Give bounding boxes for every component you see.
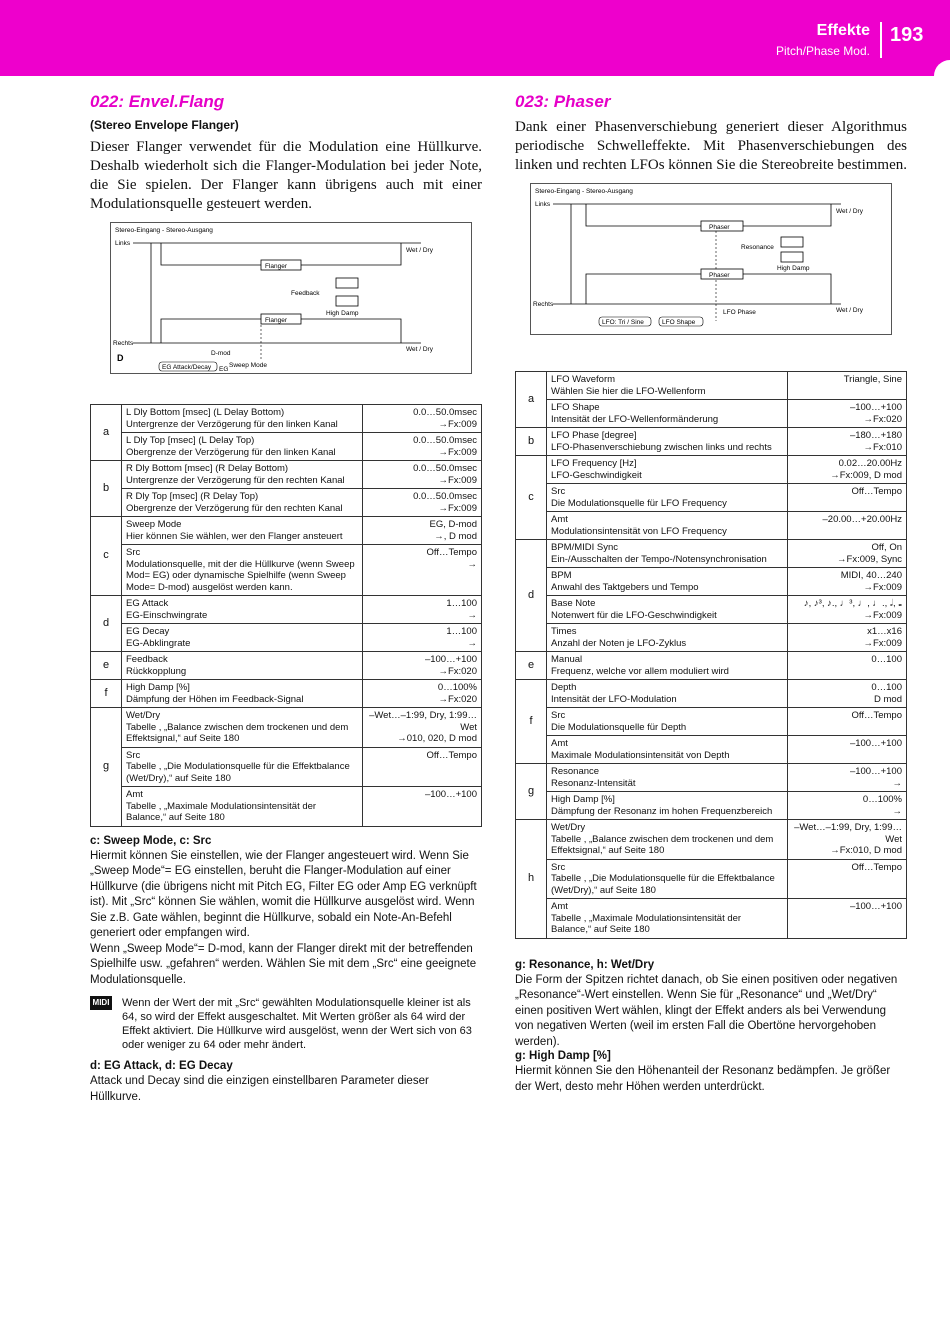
- param-value-cell: [363, 489, 482, 517]
- group-key: e: [91, 652, 122, 680]
- table-row: [516, 428, 907, 456]
- right-title: 023: Phaser: [515, 92, 611, 111]
- midi-text: Wenn der Wert der mit „Src“ gewählten Modulationsquelle kleiner ist als 64, so wird der Effekt ausgeschaltet. Mit Werten größer als 64 wird der Effekt aktiviert. Die Hüllkurve wird ausgelöst, wenn der Wert sich von 63 oder weniger zu 64 oder mehr ändert.: [122, 997, 472, 1051]
- param-cell: [122, 517, 363, 545]
- param-range: 0…100: [871, 654, 902, 665]
- diagram-sweep: Sweep Mode: [229, 362, 267, 369]
- param-name: Src: [126, 547, 141, 558]
- table-row: [516, 540, 907, 568]
- phaser-resonance: Resonance: [741, 244, 774, 251]
- left-column: [90, 92, 482, 1105]
- param-range: MIDI, 40…240: [840, 570, 902, 581]
- table-row: [516, 792, 907, 820]
- diagram-eg-ad: EG Attack/Decay: [162, 364, 212, 371]
- param-value-cell: [363, 708, 482, 748]
- param-ref: →Fx:009, Sync: [837, 553, 902, 565]
- left-body2-p: Attack und Decay sind die einzigen einstellbaren Parameter dieser Hüllkurve.: [90, 1075, 429, 1103]
- table-row: [91, 596, 482, 624]
- group-key: b: [91, 461, 122, 517]
- param-value-cell: [788, 820, 907, 860]
- param-cell: [547, 859, 788, 899]
- header-corner: [934, 60, 950, 76]
- param-name: Manual: [551, 654, 583, 665]
- phaser-highdamp: High Damp: [777, 265, 810, 272]
- param-cell: [547, 512, 788, 540]
- diagram-flanger1: Flanger: [265, 263, 288, 270]
- param-desc: Tabelle , „Maximale Modulationsintensität der Balance,“ auf Seite 180: [551, 912, 742, 935]
- table-row: [516, 624, 907, 652]
- table-row: [516, 764, 907, 792]
- param-value-cell: [363, 461, 482, 489]
- group-key: d: [516, 540, 547, 652]
- param-value-cell: [788, 400, 907, 428]
- param-range: EG, D-mod: [429, 519, 477, 530]
- param-range: –100…+100: [849, 738, 902, 749]
- param-name: Amt: [551, 901, 568, 912]
- group-key: a: [91, 405, 122, 461]
- param-cell: [547, 540, 788, 568]
- param-cell: [122, 461, 363, 489]
- page-number: 193: [890, 24, 924, 46]
- param-ref: →Fx:009, D mod: [830, 469, 902, 481]
- param-desc: Resonanz-Intensität: [551, 777, 636, 789]
- param-value-cell: [788, 680, 907, 708]
- table-row: [516, 568, 907, 596]
- param-desc: Obergrenze der Verzögerung für den rechten Kanal: [126, 502, 343, 514]
- param-cell: [547, 764, 788, 792]
- group-key: h: [516, 820, 547, 939]
- param-name: Amt: [551, 738, 568, 749]
- param-name: Src: [551, 486, 566, 497]
- param-ref: →010, 020, D mod: [397, 733, 477, 744]
- param-name: High Damp [%]: [126, 682, 190, 693]
- param-range: –Wet…–1:99, Dry, 1:99…Wet: [369, 710, 477, 733]
- param-desc: Die Modulationsquelle für LFO Frequency: [551, 497, 727, 509]
- param-ref: D mod: [874, 693, 902, 705]
- param-ref: →Fx:009: [438, 474, 477, 486]
- param-cell: [547, 428, 788, 456]
- phaser-right-label: Rechts: [533, 301, 554, 308]
- param-range: 0.0…50.0msec: [413, 407, 477, 418]
- param-range: 0.0…50.0msec: [413, 463, 477, 474]
- param-desc: Hier können Sie wählen, wer den Flanger ansteuert: [126, 530, 343, 542]
- param-range: –100…+100: [849, 766, 902, 777]
- dmod-icon: D: [117, 353, 124, 363]
- phaser-wetdry1: Wet / Dry: [836, 208, 863, 215]
- phaser-box1: Phaser: [709, 224, 730, 231]
- table-row: [91, 433, 482, 461]
- param-cell: [122, 747, 363, 787]
- param-value-cell: [363, 517, 482, 545]
- param-value-cell: [788, 372, 907, 400]
- group-key: c: [516, 456, 547, 540]
- phaser-lfophase: LFO Phase: [723, 309, 756, 316]
- param-range: Off…Tempo: [851, 710, 902, 721]
- param-value-cell: [788, 764, 907, 792]
- param-name: L Dly Bottom [msec] (L Delay Bottom): [126, 407, 285, 418]
- diagram-wetdry2: Wet / Dry: [406, 346, 433, 353]
- param-name: R Dly Top [msec] (R Delay Top): [126, 491, 259, 502]
- param-ref: →: [892, 805, 902, 817]
- param-ref: →: [467, 637, 477, 649]
- param-cell: [547, 899, 788, 939]
- param-value-cell: [788, 512, 907, 540]
- phaser-io-label: Stereo-Eingang - Stereo-Ausgang: [535, 188, 633, 195]
- param-range: Triangle, Sine: [843, 374, 902, 385]
- param-name: EG Attack: [126, 598, 169, 609]
- param-ref: →, D mod: [434, 530, 477, 542]
- param-value-cell: [363, 405, 482, 433]
- table-row: [516, 708, 907, 736]
- param-desc: Maximale Modulationsintensität von Depth: [551, 749, 730, 761]
- table-row: [516, 680, 907, 708]
- param-desc: Obergrenze der Verzögerung für den linken Kanal: [126, 446, 336, 458]
- param-cell: [122, 596, 363, 624]
- param-value-cell: [788, 484, 907, 512]
- table-row: [91, 517, 482, 545]
- param-name: Wet/Dry: [551, 822, 586, 833]
- table-row: [516, 512, 907, 540]
- param-name: LFO Waveform: [551, 374, 616, 385]
- table-row: [516, 736, 907, 764]
- param-cell: [547, 596, 788, 624]
- header-section: Effekte: [816, 22, 870, 39]
- group-key: g: [516, 764, 547, 820]
- param-name: Feedback: [126, 654, 168, 665]
- param-cell: [547, 568, 788, 596]
- param-desc: Modulationsquelle, mit der die Hüllkurve (wenn Sweep Mod= EG) oder dynamische Spielhilfe (wenn Sweep Mode= D-mod) ausgelöst werden kann.: [126, 558, 355, 593]
- param-ref: →: [892, 777, 902, 789]
- param-cell: [547, 624, 788, 652]
- diagram-highdamp: High Damp: [326, 310, 359, 317]
- param-range: Off, On: [871, 542, 902, 553]
- param-ref: →Fx:009: [863, 609, 902, 621]
- param-desc: Tabelle , „Die Modulationsquelle für die Effektbalance (Wet/Dry),“ auf Seite 180: [126, 761, 350, 784]
- phaser-lfotri: LFO: Tri / Sine: [602, 319, 644, 326]
- param-value-cell: [788, 652, 907, 680]
- phaser-lfoshape: LFO Shape: [662, 319, 696, 326]
- param-desc: Untergrenze der Verzögerung für den linken Kanal: [126, 418, 338, 430]
- param-ref: →Fx:009: [438, 502, 477, 514]
- param-name: EG Decay: [126, 626, 170, 637]
- param-value-cell: [363, 545, 482, 596]
- left-subtitle: (Stereo Envelope Flanger): [90, 118, 239, 132]
- right-body1-p: Die Form der Spitzen richtet danach, ob Sie einen positiven oder negativen „Resonance“-Wert einstellen. Wenn Sie für „Resonance“ und „Wet/Dry“ einen positiven Wert wählen, klingt der Effekt anders als bei Verwendung von negativen Werten (weil im ersten Fall die Obertöne hervorgehoben werden).: [515, 973, 898, 1048]
- table-row: [91, 747, 482, 787]
- left-body1-p2: Wenn „Sweep Mode“= D-mod, kann der Flanger direkt mit der betreffenden Spielhilfe usw. „gefahren“ werden. Wählen Sie mit dem „Src“ eine geeignete Modulationsquelle.: [90, 942, 477, 986]
- flanger-diagram: [110, 222, 472, 374]
- diagram-eg: EG: [219, 366, 229, 373]
- phaser-wetdry2: Wet / Dry: [836, 307, 863, 314]
- param-range: –20.00…+20.00Hz: [822, 514, 902, 525]
- phaser-left-label: Links: [535, 201, 551, 208]
- param-value-cell: [363, 680, 482, 708]
- left-param-table: [90, 404, 482, 827]
- param-desc: Intensität der LFO-Wellenformänderung: [551, 413, 719, 425]
- midi-note: [90, 996, 482, 1052]
- param-cell: [122, 624, 363, 652]
- group-key: f: [516, 680, 547, 764]
- left-body1-heading: c: Sweep Mode, c: Src: [90, 834, 212, 847]
- param-desc: Wählen Sie hier die LFO-Wellenform: [551, 385, 706, 397]
- param-range: Off…Tempo: [851, 486, 902, 497]
- param-value-cell: [788, 428, 907, 456]
- param-range: –100…+100: [424, 789, 477, 800]
- table-row: [516, 899, 907, 939]
- param-name: Wet/Dry: [126, 710, 161, 721]
- param-value-cell: [363, 652, 482, 680]
- param-value-cell: [788, 596, 907, 624]
- param-cell: [122, 787, 363, 827]
- param-range: 0.0…50.0msec: [413, 435, 477, 446]
- param-desc: EG-Einschwingrate: [126, 609, 208, 621]
- param-name: LFO Shape: [551, 402, 600, 413]
- param-name: L Dly Top [msec] (L Delay Top): [126, 435, 255, 446]
- param-desc: Modulationsintensität von LFO Frequency: [551, 525, 727, 537]
- group-key: g: [91, 708, 122, 827]
- diagram-wetdry1: Wet / Dry: [406, 247, 433, 254]
- param-name: Src: [551, 710, 566, 721]
- param-desc: Tabelle , „Balance zwischen dem trockenen und dem Effektsignal,“ auf Seite 180: [551, 833, 774, 856]
- group-key: c: [91, 517, 122, 596]
- param-name: High Damp [%]: [551, 794, 615, 805]
- param-desc: Dämpfung der Höhen im Feedback-Signal: [126, 693, 304, 705]
- table-row: [516, 652, 907, 680]
- param-range: Off…Tempo: [426, 547, 477, 558]
- param-name: R Dly Bottom [msec] (R Delay Bottom): [126, 463, 289, 474]
- param-range: 1…100: [446, 626, 477, 637]
- phaser-diagram: [530, 183, 892, 335]
- table-row: [516, 400, 907, 428]
- param-desc: Frequenz, welche vor allem moduliert wird: [551, 665, 729, 677]
- param-ref: →Fx:009: [863, 581, 902, 593]
- param-cell: [547, 820, 788, 860]
- param-value-cell: [788, 792, 907, 820]
- table-row: [91, 489, 482, 517]
- param-value-cell: [788, 899, 907, 939]
- diagram-feedback: Feedback: [291, 290, 320, 297]
- param-cell: [547, 484, 788, 512]
- param-value-cell: [788, 540, 907, 568]
- param-name: BPM/MIDI Sync: [551, 542, 619, 553]
- param-desc: EG-Abklingrate: [126, 637, 191, 649]
- param-range: ♪, ♪³, ♪., ♩³, ♩, ♩., 𝅗𝅥, 𝅝: [803, 598, 902, 609]
- param-ref: →Fx:009: [863, 637, 902, 649]
- param-ref: →Fx:020: [863, 413, 902, 425]
- right-body2-p: Hiermit können Sie den Höhenanteil der Resonanz bedämpfen. Je größer der Wert, desto mehr Höhen werden unterdrückt.: [515, 1065, 891, 1093]
- table-row: [516, 372, 907, 400]
- param-cell: [547, 792, 788, 820]
- param-desc: Tabelle , „Maximale Modulationsintensität der Balance,“ auf Seite 180: [126, 800, 317, 823]
- param-cell: [547, 372, 788, 400]
- header-divider: [880, 22, 882, 58]
- param-value-cell: [363, 787, 482, 827]
- param-ref: →Fx:010: [863, 441, 902, 453]
- param-cell: [547, 456, 788, 484]
- param-value-cell: [788, 708, 907, 736]
- diagram-left-label: Links: [115, 240, 131, 247]
- table-row: [91, 680, 482, 708]
- param-desc: Ein-/Ausschalten der Tempo-/Notensynchronisation: [551, 553, 767, 565]
- param-desc: Tabelle , „Balance zwischen dem trockenen und dem Effektsignal,“ auf Seite 180: [126, 721, 349, 744]
- table-row: [91, 461, 482, 489]
- param-cell: [122, 652, 363, 680]
- param-range: x1…x16: [867, 626, 902, 637]
- right-column: [515, 92, 907, 1095]
- right-body1-heading: g: Resonance, h: Wet/Dry: [515, 958, 655, 971]
- table-row: [91, 652, 482, 680]
- param-value-cell: [363, 596, 482, 624]
- param-value-cell: [788, 568, 907, 596]
- diagram-flanger2: Flanger: [265, 317, 288, 324]
- left-title: 022: Envel.Flang: [90, 92, 225, 111]
- param-desc: Dämpfung der Resonanz im hohen Frequenzbereich: [551, 805, 773, 817]
- param-name: Src: [126, 749, 141, 761]
- param-value-cell: [788, 456, 907, 484]
- table-row: [91, 708, 482, 748]
- param-range: 0…100%: [437, 682, 477, 693]
- param-value-cell: [788, 859, 907, 899]
- param-range: 0.0…50.0msec: [413, 491, 477, 502]
- param-cell: [547, 400, 788, 428]
- param-value-cell: [788, 624, 907, 652]
- param-name: LFO Phase [degree]: [551, 430, 637, 441]
- left-body2-heading: d: EG Attack, d: EG Decay: [90, 1060, 233, 1072]
- param-cell: [547, 708, 788, 736]
- param-range: –180…+180: [849, 430, 902, 441]
- group-key: d: [91, 596, 122, 652]
- param-cell: [122, 545, 363, 596]
- param-name: Base Note: [551, 598, 596, 609]
- param-value-cell: [788, 736, 907, 764]
- param-name: Depth: [551, 682, 577, 693]
- param-name: Sweep Mode: [126, 519, 182, 530]
- param-name: Amt: [551, 514, 568, 525]
- table-row: [516, 859, 907, 899]
- param-desc: Rückkopplung: [126, 665, 187, 677]
- param-name: Times: [551, 626, 577, 637]
- param-ref: →: [467, 558, 477, 570]
- left-intro: Dieser Flanger verwendet für die Modulation eine Hüllkurve. Deshalb wiederholt sich die Flanger-Modulation bei jeder Note, die Sie spielen. Der Flanger kann übrigens auch mit einer Modulationsquelle gesteuert werden.: [90, 139, 482, 212]
- table-row: [91, 787, 482, 827]
- group-key: b: [516, 428, 547, 456]
- param-ref: →Fx:010, D mod: [830, 845, 902, 856]
- param-desc: Notenwert für die LFO-Geschwindigkeit: [551, 609, 717, 621]
- param-value-cell: [363, 624, 482, 652]
- group-key: f: [91, 680, 122, 708]
- param-range: 0…100%: [862, 794, 902, 805]
- group-key: a: [516, 372, 547, 428]
- param-name: Resonance: [551, 766, 600, 777]
- param-cell: [547, 736, 788, 764]
- table-row: [516, 484, 907, 512]
- param-range: Off…Tempo: [426, 749, 477, 761]
- param-ref: →Fx:009: [438, 418, 477, 430]
- page-header: [0, 0, 950, 76]
- diagram-dmod: D-mod: [211, 350, 231, 357]
- param-desc: Anwahl des Taktgebers und Tempo: [551, 581, 699, 593]
- param-ref: →: [467, 609, 477, 621]
- table-row: [516, 596, 907, 624]
- midi-icon: MIDI: [90, 996, 112, 1010]
- table-row: [516, 456, 907, 484]
- param-cell: [122, 708, 363, 748]
- param-range: Off…Tempo: [851, 861, 902, 873]
- table-row: [91, 624, 482, 652]
- param-value-cell: [363, 747, 482, 787]
- param-cell: [122, 433, 363, 461]
- param-range: 0.02…20.00Hz: [838, 458, 902, 469]
- table-row: [91, 545, 482, 596]
- param-name: Amt: [126, 789, 143, 800]
- diagram-io-label: Stereo-Eingang - Stereo-Ausgang: [115, 227, 213, 234]
- group-key: e: [516, 652, 547, 680]
- param-cell: [547, 680, 788, 708]
- param-ref: →Fx:020: [438, 665, 477, 677]
- param-cell: [547, 652, 788, 680]
- param-cell: [122, 489, 363, 517]
- param-cell: [122, 680, 363, 708]
- param-ref: →Fx:020: [438, 693, 477, 705]
- param-desc: LFO-Geschwindigkeit: [551, 469, 642, 481]
- param-name: BPM: [551, 570, 572, 581]
- param-desc: LFO-Phasenverschiebung zwischen links und rechts: [551, 441, 772, 453]
- param-name: Src: [551, 861, 566, 873]
- header-subsection: Pitch/Phase Mod.: [775, 44, 870, 58]
- param-desc: Intensität der LFO-Modulation: [551, 693, 677, 705]
- param-range: –100…+100: [849, 901, 902, 912]
- param-desc: Anzahl der Noten je LFO-Zyklus: [551, 637, 687, 649]
- left-body1-p1: Hiermit können Sie einstellen, wie der Flanger angesteuert wird. Wenn Sie „Sweep Mode“= EG einstellen, beruht die Flanger-Modulation auf einer Hüllkurve (die übrigens nicht mit Pitch EG, Filter EG oder Amp EG verknüpft ist). Mit „Src“ können Sie wählen, womit die Hüllkurve ausgelöst wird. Wenn Sie z.B. Gate wählen, beginnt die Hüllkurve, sobald ein Note-An-Befehl generiert oder empfangen wird.: [90, 849, 477, 939]
- param-value-cell: [363, 433, 482, 461]
- param-ref: →Fx:009: [438, 446, 477, 458]
- param-desc: Untergrenze der Verzögerung für den rechten Kanal: [126, 474, 345, 486]
- right-body2-heading: g: High Damp [%]: [515, 1050, 611, 1062]
- param-range: 1…100: [446, 598, 477, 609]
- table-row: [91, 405, 482, 433]
- diagram-right-label: Rechts: [113, 340, 134, 347]
- param-name: LFO Frequency [Hz]: [551, 458, 637, 469]
- right-intro: Dank einer Phasenverschiebung generiert dieser Algorithmus periodische Schwelleffekte. Mit Phasenverschiebungen des linken und rechten LFOs können Sie die Stereobreite bestimmen.: [515, 119, 907, 173]
- phaser-box2: Phaser: [709, 272, 730, 279]
- param-range: –Wet…–1:99, Dry, 1:99…Wet: [794, 822, 902, 845]
- param-desc: Tabelle , „Die Modulationsquelle für die Effektbalance (Wet/Dry),“ auf Seite 180: [551, 873, 775, 896]
- param-cell: [122, 405, 363, 433]
- param-desc: Die Modulationsquelle für Depth: [551, 721, 687, 733]
- right-param-table: [515, 371, 907, 939]
- table-row: [516, 820, 907, 860]
- param-range: 0…100: [871, 682, 902, 693]
- param-range: –100…+100: [849, 402, 902, 413]
- param-range: –100…+100: [424, 654, 477, 665]
